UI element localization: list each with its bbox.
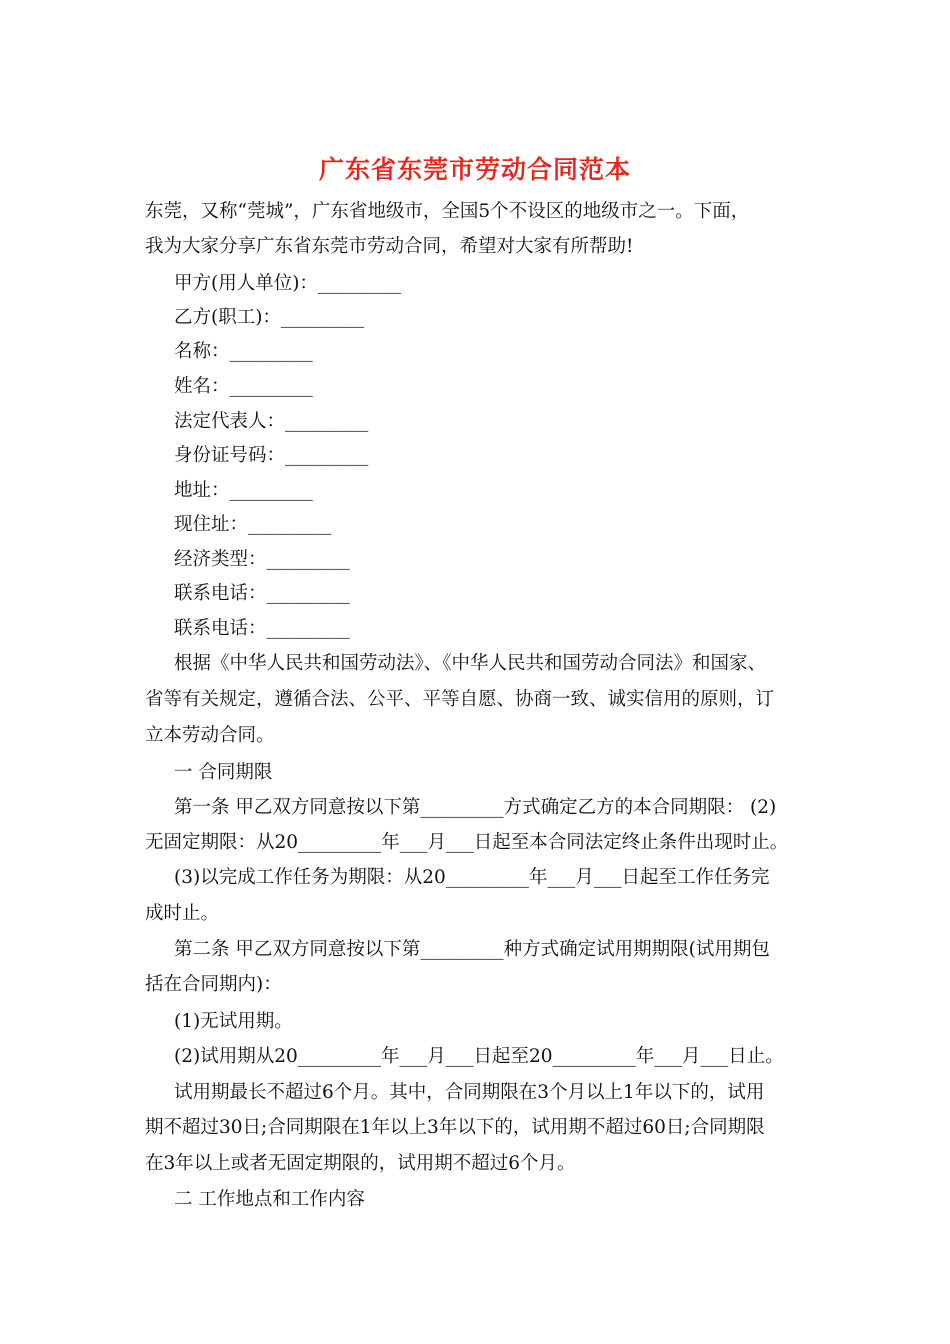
field-address: 地址：_________ (174, 480, 313, 501)
field-party-b: 乙方(职工)：_________ (174, 307, 365, 328)
field-phone-2: 联系电话：_________ (174, 618, 350, 639)
document-title: 广东省东莞市劳动合同范本 (318, 155, 631, 184)
article-1-line-3: (3)以完成工作任务为期限：从20_________年___月___日起至工作任务完 (174, 867, 770, 888)
field-current-address: 现住址：_________ (174, 514, 332, 535)
article-2-option-1: (1)无试用期。 (174, 1011, 293, 1032)
intro-line-2: 我为大家分享广东省东莞市劳动合同，希望对大家有所帮助! (145, 236, 634, 257)
field-economic-type: 经济类型：_________ (174, 549, 350, 570)
field-name-org: 名称：_________ (174, 341, 313, 362)
basis-line-2: 省等有关规定，遵循合法、公平、平等自愿、协商一致、诚实信用的原则，订 (145, 689, 775, 710)
field-phone-1: 联系电话：_________ (174, 583, 350, 604)
basis-line-1: 根据《中华人民共和国劳动法》、《中华人民共和国劳动合同法》和国家、 (174, 653, 767, 674)
field-name-person: 姓名：_________ (174, 376, 313, 397)
probation-line-2: 期不超过30日;合同期限在1年以上3年以下的，试用期不超过60日;合同期限 (145, 1117, 765, 1138)
field-legal-rep: 法定代表人：_________ (174, 411, 369, 432)
section-1-heading: 一 合同期限 (174, 762, 273, 783)
article-1-line-4: 成时止。 (145, 903, 220, 924)
article-2-option-2: (2)试用期从20_________年___月___日起至20_________年___月___日止。 (174, 1046, 784, 1067)
probation-line-1: 试用期最长不超过6个月。其中，合同期限在3个月以上1年以下的，试用 (174, 1082, 765, 1103)
field-party-a: 甲方(用人单位)：_________ (174, 273, 402, 294)
section-2-heading: 二 工作地点和工作内容 (174, 1189, 365, 1210)
intro-line-1: 东莞，又称“莞城”，广东省地级市，全国5个不设区的地级市之一。下面， (145, 201, 750, 222)
article-2-line-1: 第二条 甲乙双方同意按以下第_________种方式确定试用期期限(试用期包 (174, 939, 770, 960)
article-1-line-1: 第一条 甲乙双方同意按以下第_________方式确定乙方的本合同期限： (2) (174, 797, 777, 818)
basis-line-3: 立本劳动合同。 (145, 725, 275, 746)
field-id-number: 身份证号码：_________ (174, 445, 369, 466)
article-1-line-2: 无固定期限：从20_________年___月___日起至本合同法定终止条件出现时止。 (145, 832, 789, 853)
probation-line-3: 在3年以上或者无固定期限的，试用期不超过6个月。 (145, 1153, 576, 1174)
article-2-line-2: 括在合同期内)： (145, 974, 282, 995)
